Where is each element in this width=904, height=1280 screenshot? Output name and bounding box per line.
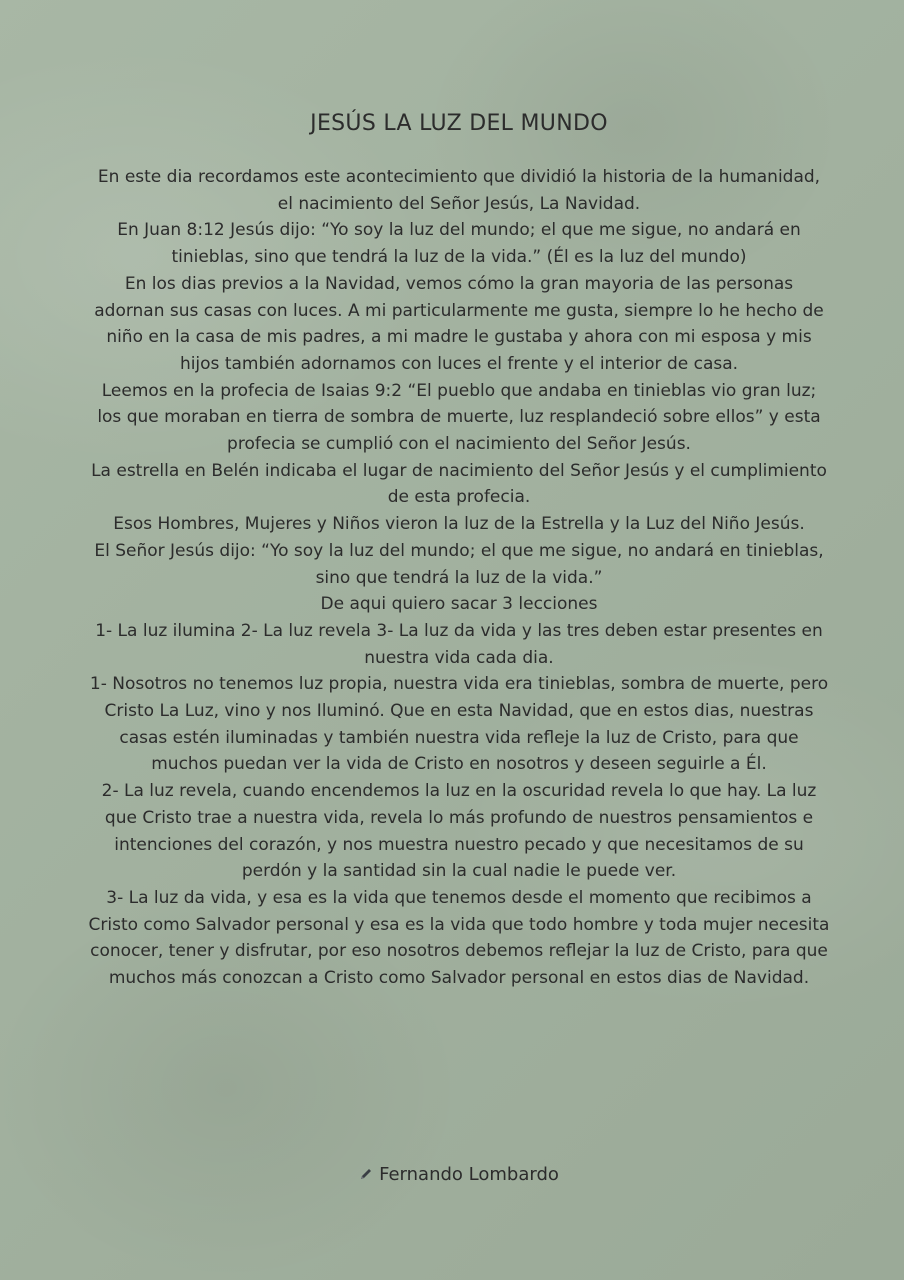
paragraph-hombres-mujeres: Esos Hombres, Mujeres y Niños vieron la luz de la Estrella y la Luz del Niño Jesús. — [113, 514, 805, 535]
paragraph-intro: En este dia recordamos este acontecimiento que dividió la historia de la humanidad, el nacimiento del Señor Jesús, La Navidad. — [97, 167, 821, 214]
paragraph-isaias: Leemos en la profecia de Isaias 9:2 “El pueblo que andaba en tinieblas vio gran luz; los que moraban en tierra de sombra de muerte, luz resplandeció sobre ellos” y esta profecia se cumplió con el nacimiento del Señor Jesús. — [97, 380, 821, 455]
signature — [88, 1162, 830, 1188]
paragraph-juan-quote: En Juan 8:12 Jesús dijo: “Yo soy la luz del mundo; el que me sigue, no andará en tinieblas, sino que tendrá la luz de la vida.” (Él es la luz del mundo) — [117, 220, 801, 268]
signature-author: Fernando Lombardo — [379, 1164, 559, 1185]
document-title: JESÚS LA LUZ DEL MUNDO — [310, 111, 608, 136]
paragraph-leccion-1: 1- Nosotros no tenemos luz propia, nuestra vida era tinieblas, sombra de muerte, pero Cristo La Luz, vino y nos Iluminó. Que en esta Navidad, que en estos dias, nuestras casas estén iluminadas y también nuestra vida refleje la luz de Cristo, para que muchos puedan ver la vida de Cristo en nosotros y deseen seguirle a Él. — [89, 674, 829, 775]
paragraph-lecciones-list: 1- La luz ilumina 2- La luz revela 3- La luz da vida y las tres deben estar presentes en nuestra vida cada dia. — [95, 620, 823, 668]
pencil-icon — [359, 1167, 373, 1181]
paragraph-leccion-3: 3- La luz da vida, y esa es la vida que tenemos desde el momento que recibimos a Cristo como Salvador personal y esa es la vida que todo hombre y toda mujer necesita conocer, tener y disfrutar, por eso nosotros debemos reflejar la luz de Cristo, para que muchos más conozcan a Cristo como Salvador personal en estos dias de Navidad. — [88, 887, 830, 989]
document-body — [88, 164, 830, 992]
paragraph-navidad-luces: En los dias previos a la Navidad, vemos cómo la gran mayoria de las personas adornan sus casas con luces. A mi particularmente me gusta, siempre lo he hecho de niño en la casa de mis padres, a mi madre le gustaba y ahora con mi esposa y mis hijos también adornamos con luces el frente y el interior de casa. — [94, 273, 824, 374]
paragraph-leccion-2: 2- La luz revela, cuando encendemos la luz en la oscuridad revela lo que hay. La luz que Cristo trae a nuestra vida, revela lo más profundo de nuestros pensamientos e intenciones del corazón, y nos muestra nuestro pecado y que necesitamos de su perdón y la santidad sin la cual nadie le puede ver. — [101, 781, 817, 882]
paragraph-lecciones-intro: De aqui quiero sacar 3 lecciones — [320, 594, 598, 615]
document-page — [88, 108, 830, 992]
paragraph-jesus-dijo: El Señor Jesús dijo: “Yo soy la luz del mundo; el que me sigue, no andará en tinieblas, sino que tendrá la luz de la vida.” — [94, 540, 824, 588]
paragraph-estrella-belen: La estrella en Belén indicaba el lugar de nacimiento del Señor Jesús y el cumplimiento de esta profecia. — [91, 460, 827, 508]
